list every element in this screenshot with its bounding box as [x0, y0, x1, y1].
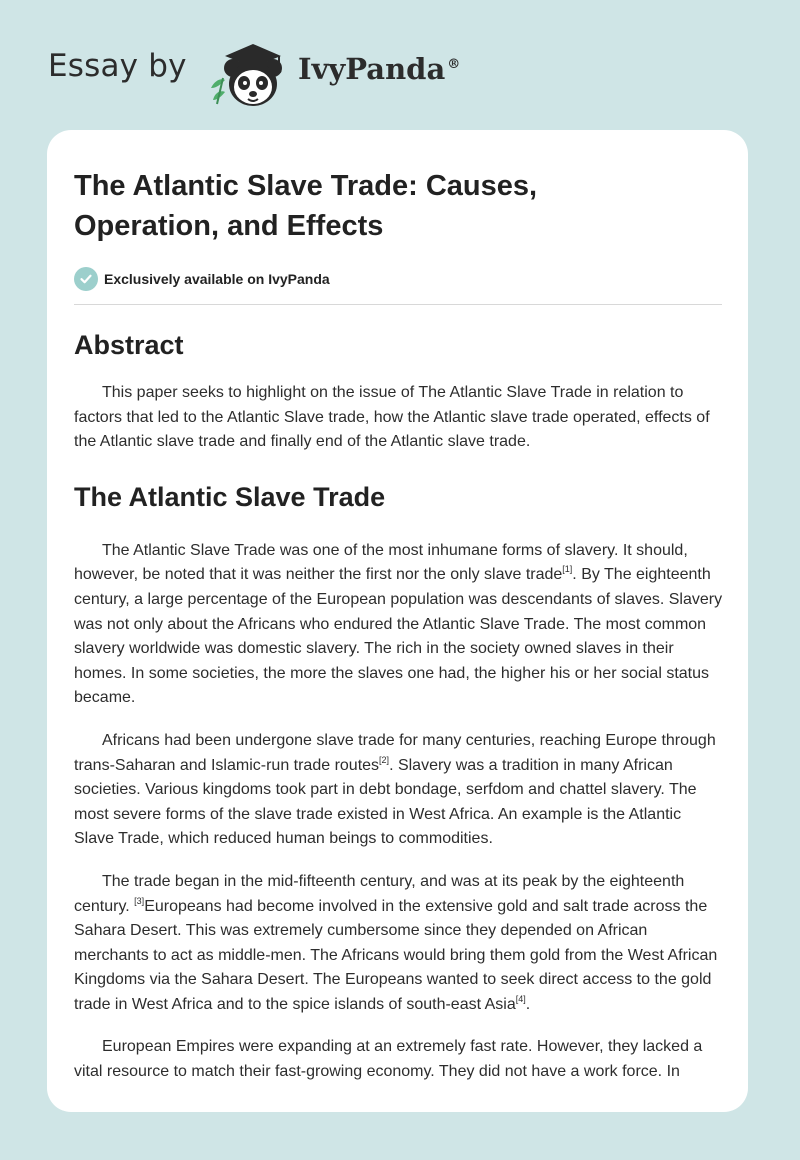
panda-graduate-icon: [203, 34, 293, 110]
footnote-ref[interactable]: [1]: [562, 564, 573, 575]
check-circle-icon: [74, 267, 98, 291]
brand-name: IvyPanda ®: [298, 52, 461, 86]
page-title: The Atlantic Slave Trade: Causes, Operation, and Effects: [74, 170, 538, 242]
brand-header: [48, 34, 508, 114]
footnote-ref[interactable]: [3]: [134, 895, 145, 906]
body-paragraph: Africans had been undergone slave trade for many centuries, reaching Europe through trans-Saharan and Islamic-run trade routes[2]. Slavery was a tradition in many African societies. Various kingdoms took part in debt bondage, serfdom and chattel slavery. The most severe forms of the slave trade existed in West Africa. An example is the Atlantic Slave Trade, which reduced human beings to commodities.: [74, 731, 716, 848]
divider: [74, 304, 722, 305]
exclusive-badge: [74, 266, 721, 292]
brand-prefix: Essay by: [48, 48, 187, 84]
footnote-ref[interactable]: [2]: [379, 754, 390, 765]
article-card: [47, 130, 748, 1112]
body-paragraph: The Atlantic Slave Trade was one of the most inhumane forms of slavery. It should, however, be noted that it was neither the first nor the only slave trade[1]. By The eighteenth century, a large percentage of the European population was descendants of slaves. Slavery was not only about the Africans who endured the Atlantic Slave Trade. The most common slavery worldwide was domestic slavery. The rich in the society owned slaves in their homes. In some societies, the more the slaves one had, the higher his or her social status became.: [74, 541, 723, 707]
exclusive-label: Exclusively available on IvyPanda: [104, 271, 330, 287]
section-heading: The Atlantic Slave Trade: [74, 481, 386, 512]
abstract-heading: Abstract: [74, 330, 184, 360]
abstract-paragraph: This paper seeks to highlight on the issue of The Atlantic Slave Trade in relation to factors that led to the Atlantic Slave trade, how the Atlantic slave trade operated, effects of the Atlantic slave trade and finally end of the Atlantic slave trade.: [74, 384, 710, 451]
body-paragraph: The trade began in the mid-fifteenth century, and was at its peak by the eighteenth century. [3]Europeans had become involved in the extensive gold and salt trade across the Sahara Desert. This was extremely cumbersome since they depended on African merchants to act as middle-men. The Africans would bring them gold from the West African Kingdoms via the Sahara Desert. The Europeans wanted to seek direct access to the gold trade in West Africa and to the spice islands of south-east Asia[4].: [74, 872, 718, 1013]
footnote-ref[interactable]: [4]: [515, 993, 526, 1004]
body-paragraph: European Empires were expanding at an extremely fast rate. However, they lacked a vital resource to match their fast-growing economy. They did not have a work force. In: [74, 1038, 703, 1081]
registered-mark: ®: [447, 57, 461, 73]
